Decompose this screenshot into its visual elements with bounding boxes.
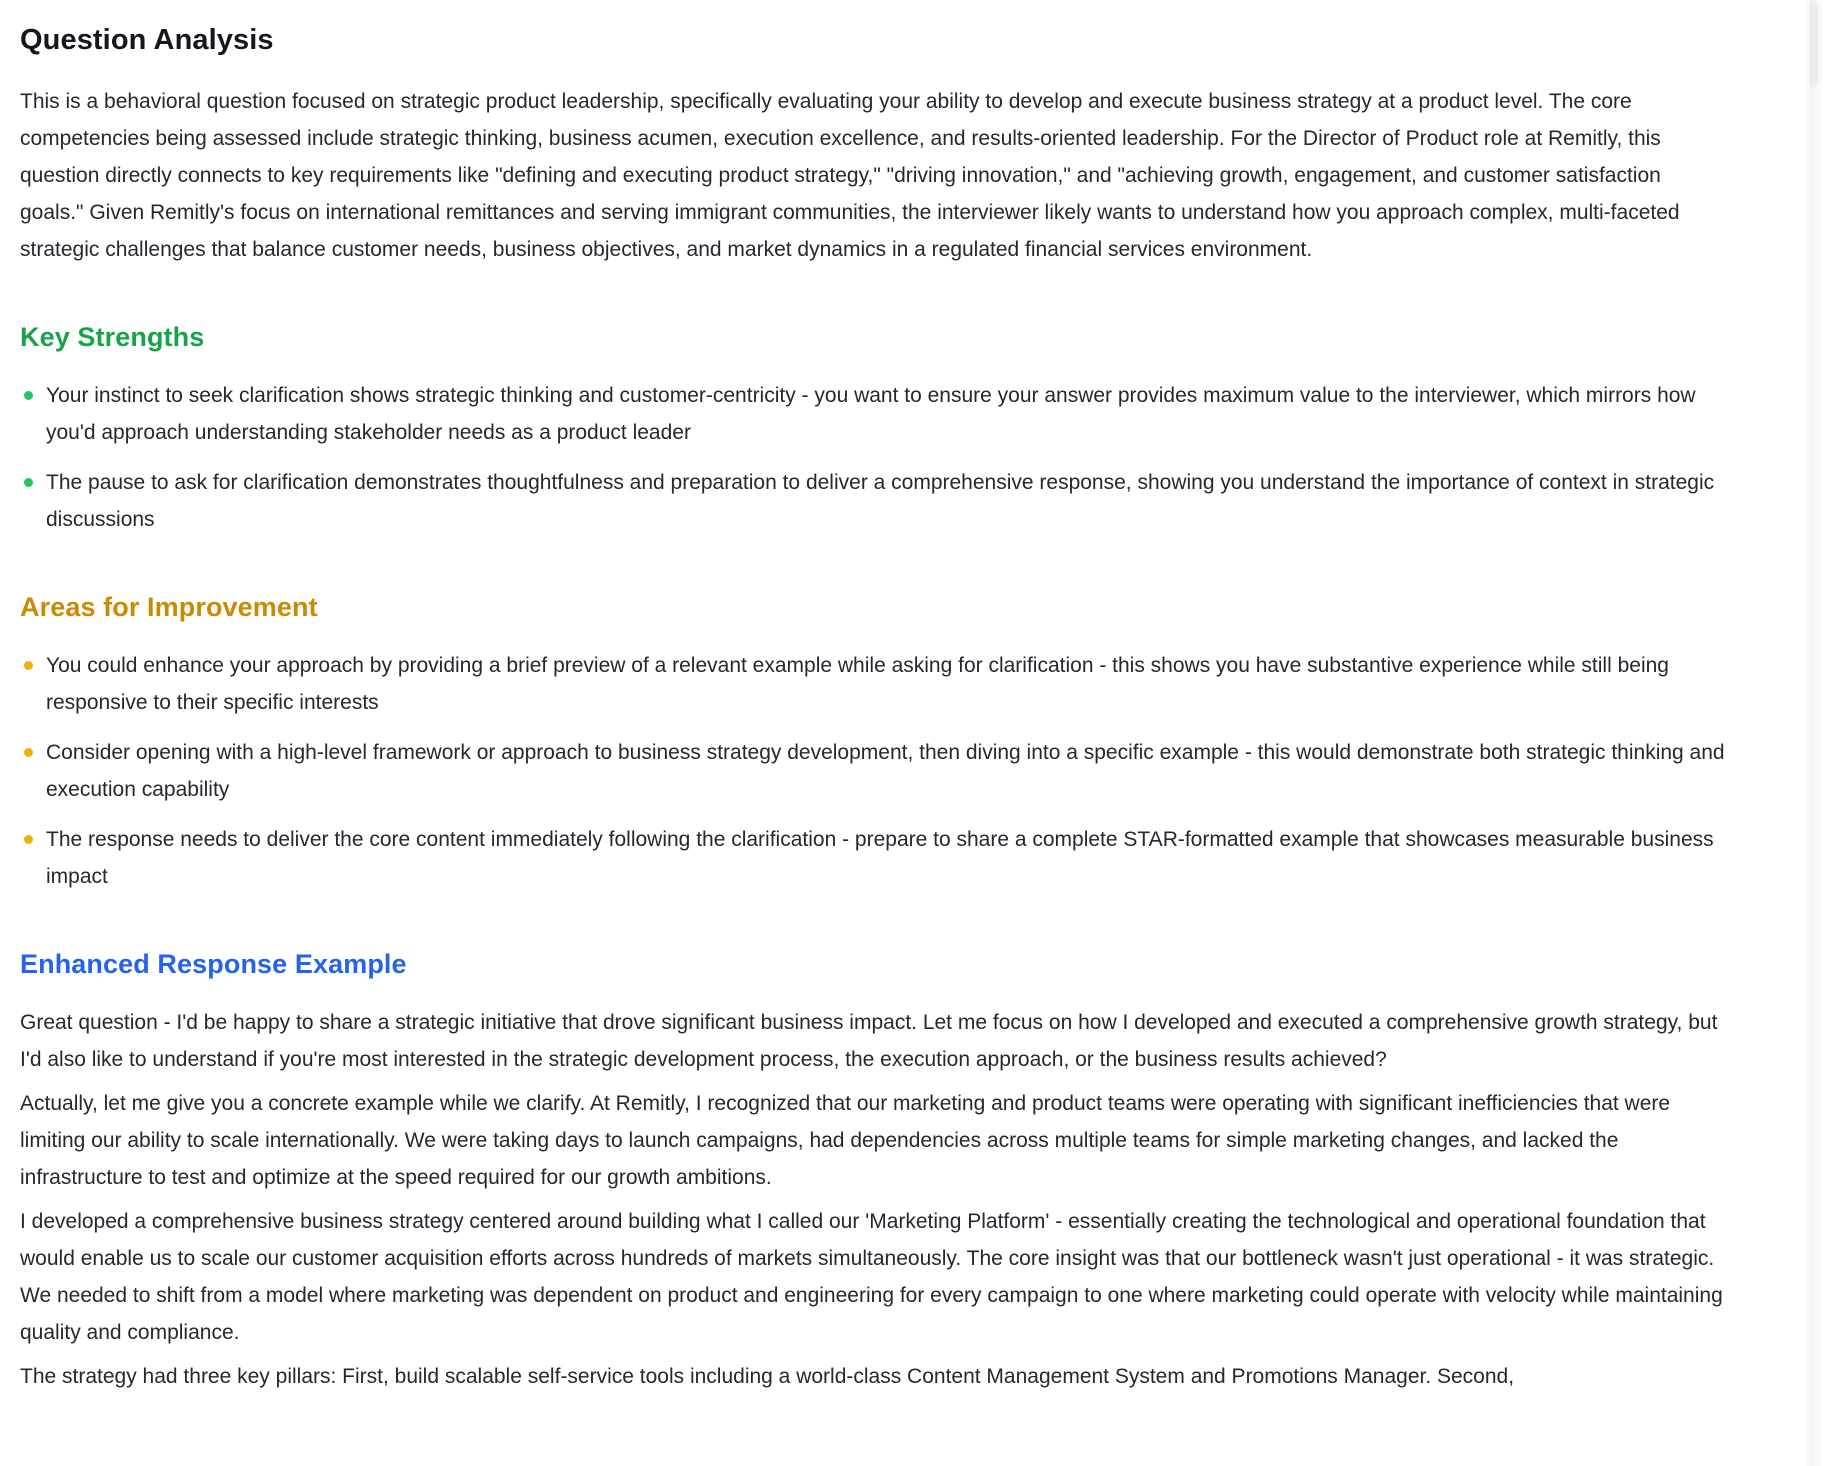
bullet-dot-icon (24, 835, 33, 844)
improvement-text: Consider opening with a high-level framework or approach to business strategy development, then diving into a specific example - this would demonstrate both strategic thinking and execution capability (46, 741, 1725, 801)
scrollbar-track[interactable] (1805, 0, 1821, 1466)
response-paragraph: Great question - I'd be happy to share a strategic initiative that drove significant business impact. Let me focus on how I developed and executed a comprehensive growth strategy, but I'd also like to understand if you're most interested in the strategic development process, the execution approach, or the business results achieved? (20, 1011, 1718, 1071)
list-item (20, 821, 1727, 895)
question-analysis-body: This is a behavioral question focused on strategic product leadership, specifically evaluating your ability to develop and execute business strategy at a product level. The core competencies being assessed include strategic thinking, business acumen, execution excellence, and results-oriented leadership. For the Director of Product role at Remitly, this question directly connects to key requirements like "defining and executing product strategy," "driving innovation," and "achieving growth, engagement, and customer satisfaction goals." Given Remitly's focus on international remittances and serving immigrant communities, the interviewer likely wants to understand how you approach complex, multi-faceted strategic challenges that balance customer needs, business objectives, and market dynamics in a regulated financial services environment. (20, 90, 1680, 261)
response-paragraph: I developed a comprehensive business strategy centered around building what I called our 'Marketing Platform' - essentially creating the technological and operational foundation that would enable us to scale our customer acquisition efforts across hundreds of markets simultaneously. The core insight was that our bottleneck wasn't just operational - it was strategic. We needed to shift from a model where marketing was dependent on product and engineering for every campaign to one where marketing could operate with velocity while maintaining quality and compliance. (20, 1210, 1723, 1344)
question-analysis-heading: Question Analysis (20, 24, 274, 56)
list-item (20, 734, 1727, 808)
improvement-text: You could enhance your approach by providing a brief preview of a relevant example while asking for clarification - this shows you have substantive experience while still being responsive to their specific interests (46, 654, 1669, 714)
key-strength-text: Your instinct to seek clarification shows strategic thinking and customer-centricity - you want to ensure your answer provides maximum value to the interviewer, which mirrors how you'd approach understanding stakeholder needs as a product leader (46, 384, 1696, 444)
key-strengths-list (20, 377, 1727, 538)
key-strengths-heading: Key Strengths (20, 322, 205, 352)
list-item (20, 377, 1727, 451)
bullet-dot-icon (24, 478, 33, 487)
list-item (20, 647, 1727, 721)
bullet-dot-icon (24, 661, 33, 670)
response-paragraph: The strategy had three key pillars: First, build scalable self-service tools including a world-class Content Management System and Promotions Manager. Second, (20, 1365, 1515, 1388)
areas-for-improvement-list (20, 647, 1727, 895)
enhanced-response-body (20, 1004, 1727, 1395)
bullet-dot-icon (24, 748, 33, 757)
scrollbar-thumb[interactable] (1809, 0, 1818, 88)
areas-for-improvement-heading: Areas for Improvement (20, 592, 318, 622)
key-strength-text: The pause to ask for clarification demonstrates thoughtfulness and preparation to deliver a comprehensive response, showing you understand the importance of context in strategic discussions (46, 471, 1715, 531)
enhanced-response-heading: Enhanced Response Example (20, 949, 407, 979)
list-item (20, 464, 1727, 538)
response-paragraph: Actually, let me give you a concrete example while we clarify. At Remitly, I recognized that our marketing and product teams were operating with significant inefficiencies that were limiting our ability to scale internationally. We were taking days to launch campaigns, had dependencies across multiple teams for simple marketing changes, and lacked the infrastructure to test and optimize at the speed required for our growth ambitions. (20, 1092, 1671, 1189)
improvement-text: The response needs to deliver the core content immediately following the clarification - prepare to share a complete STAR-formatted example that showcases measurable business impact (46, 828, 1714, 888)
bullet-dot-icon (24, 391, 33, 400)
